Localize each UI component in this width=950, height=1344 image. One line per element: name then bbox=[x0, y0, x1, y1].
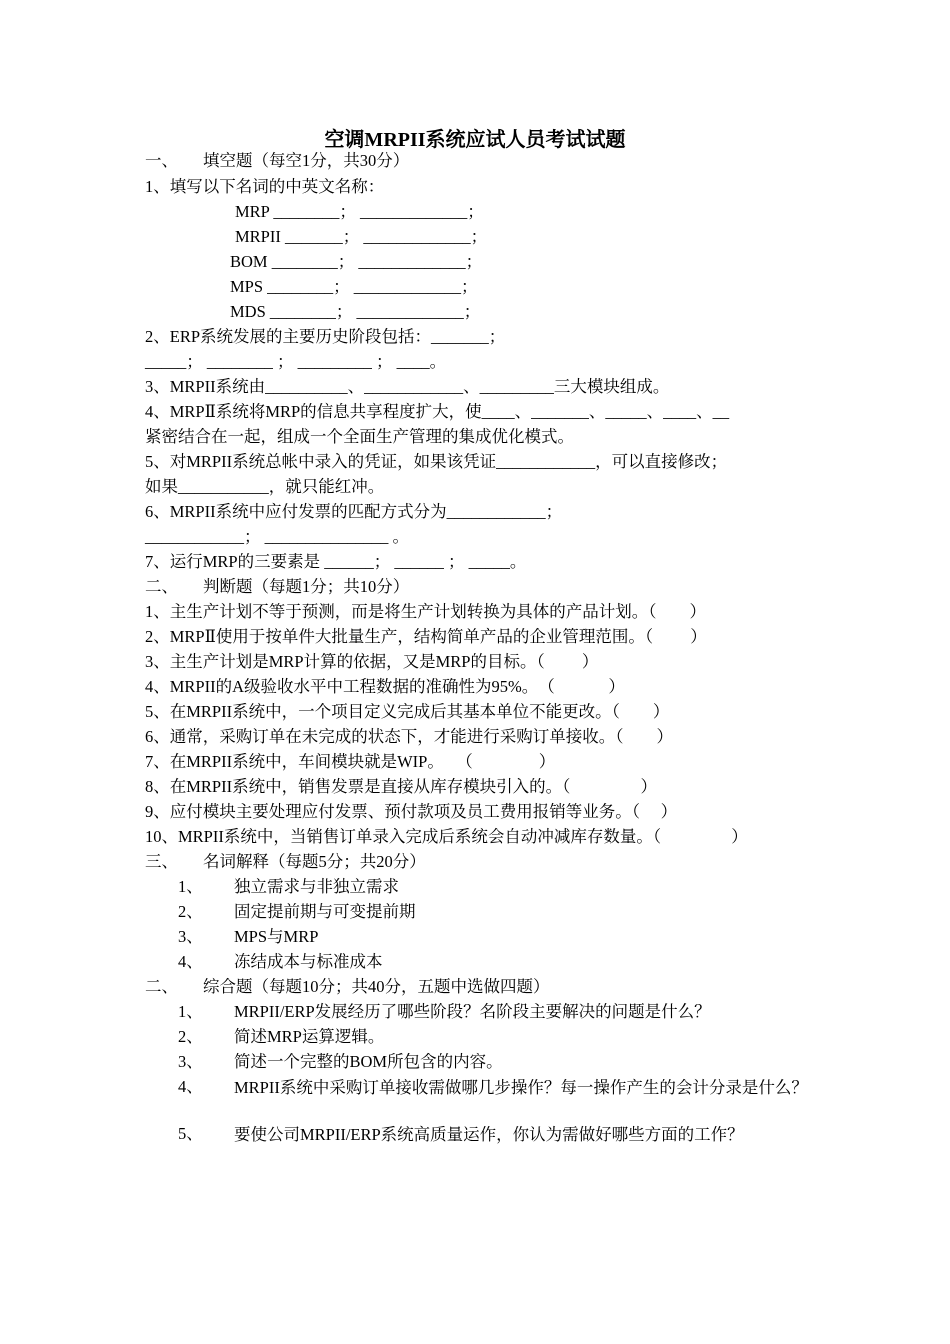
question-line: 紧密结合在一起，组成一个全面生产管理的集成优化模式。 bbox=[145, 427, 574, 446]
section-heading bbox=[145, 576, 409, 598]
list-item: 8、在MRPII系统中，销售发票是直接从库存模块引入的。（ ） bbox=[145, 777, 657, 796]
question-line: 7、运行MRP的三要素是 ______； ______ ； _____。 bbox=[145, 552, 527, 571]
list-item: 1、主生产计划不等于预测，而是将生产计划转换为具体的产品计划。（ ） bbox=[145, 602, 706, 621]
section-number: 一、 bbox=[145, 151, 178, 170]
question-line: 3、MRPII系统由__________、____________、_________三大模块组成。 bbox=[145, 377, 670, 396]
list-item: 7、在MRPII系统中，车间模块就是WIP。 （ ） bbox=[145, 752, 556, 771]
question-line: 6、MRPII系统中应付发票的匹配方式分为____________； bbox=[145, 502, 563, 521]
question-line: 1、填写以下名词的中英文名称： bbox=[145, 177, 385, 196]
term-row: BOM ________； _____________； bbox=[230, 252, 483, 271]
section-number: 二、 bbox=[145, 577, 178, 596]
list-item: 5、在MRPII系统中，一个项目定义完成后其基本单位不能更改。（ ） bbox=[145, 702, 670, 721]
list-item: 2、MRPⅡ使用于按单件大批量生产，结构简单产品的企业管理范围。（ ） bbox=[145, 627, 707, 646]
section-title: 判断题（每题1分；共10分） bbox=[203, 577, 410, 596]
list-item: 4、MRPII的A级验收水平中工程数据的准确性为95%。 （ ） bbox=[145, 677, 625, 696]
section-number: 三、 bbox=[145, 852, 178, 871]
section-heading bbox=[145, 976, 550, 998]
section-title: 综合题（每题10分；共40分，五题中选做四题） bbox=[203, 977, 550, 996]
list-item: 6、通常，采购订单在未完成的状态下，才能进行采购订单接收。（ ） bbox=[145, 727, 673, 746]
question-line: 2、ERP系统发展的主要历史阶段包括：_______； bbox=[145, 327, 506, 346]
question-line: 如果___________，就只能红冲。 bbox=[145, 477, 385, 496]
list-item: 10、MRPII系统中，当销售订单录入完成后系统会自动冲减库存数量。（ ） bbox=[145, 827, 748, 846]
list-item: 9、应付模块主要处理应付发票、预付款项及员工费用报销等业务。（ ） bbox=[145, 802, 678, 821]
page-title: 空调MRPII系统应试人员考试试题 bbox=[324, 129, 626, 151]
term-row: MDS ________； _____________； bbox=[230, 302, 481, 321]
question-line: _____； ________ ； _________ ； ____。 bbox=[145, 352, 447, 371]
exam-page: 空调MRPII系统应试人员考试试题 一、 填空题（每空1分，共30分） 1、填写以下名词的中英文名称： MRP ________； _____________； MRPII _______； _____________； BOM ________； _____________； MPS ________； _____________； MDS ________； _____________； 2、ERP系统发展的主要历史阶段包括：_______； _____； ________ ； _________ ； ____。 3、MRPII系统由__________、____________、_________三大模块组成。 4、MRPⅡ系统将MRP的信息共享程度扩大，使____、_______、_____、____、__ 紧密结合在一起，组成一个全面生产管理的集成优化模式。 5、对MRPII系统总帐中录入的凭证，如果该凭证____________，可以直接修改； 如果___________，就只能红冲。 6、MRPII系统中应付发票的匹配方式分为____________； ____________； _______________ 。 7、运行MRP的三要素是 ______； ______ ； _____。 二、 判断题（每题1分；共10分） 1、主生产计划不等于预测，而是将生产计划转换为具体的产品计划。（ ） 2、MRPⅡ使用于按单件大批量生产，结构简单产品的企业管理范围。（ ） 3、主生产计划是MRP计算的依据，又是MRP的目标。（ ） 4、MRPII的A级验收水平中工程数据的准确性为95%。 （ ） 5、在MRPII系统中，一个项目定义完成后其基本单位不能更改。（ ） 6、通常，采购订单在未完成的状态下，才能进行采购订单接收。（ ） 7、在MRPII系统中，车间模块就是WIP。 （ ） 8、在MRPII系统中，销售发票是直接从库存模块引入的。（ ） 9、应付模块主要处理应付发票、预付款项及员工费用报销等业务。（ ） 10、MRPII系统中，当销售订单录入完成后系统会自动冲减库存数量。（ ） 三、 名词解释（每题5分；共20分） 1、 独立需求与非独立需求 2、 固定提前期与可变提前期 3、 MPS与MRP 4、 冻结成本与标准成本 二、 综合题（每题10分；共40分，五题中选做四题） 1、 MRPII/ERP发展经历了哪些阶段？名阶段主要解决的问题是什么？ 2、 简述MRP运算逻辑。 3、 简述一个完整的BOM所包含的内容。 4、 MRPII系统中采购订单接收需做哪几步操作？每一操作产生的会计分录是什么？ 5、 要使公司MRPII/ERP系统高质量运作，你认为需做好哪些方面的工作？ bbox=[0, 0, 950, 1344]
list-item: 4、 MRPII系统中采购订单接收需做哪几步操作？每一操作产生的会计分录是什么？ bbox=[178, 1077, 808, 1097]
section-heading bbox=[145, 851, 426, 873]
list-item: 3、主生产计划是MRP计算的依据，又是MRP的目标。（ ） bbox=[145, 652, 599, 671]
list-item: 5、 要使公司MRPII/ERP系统高质量运作，你认为需做好哪些方面的工作？ bbox=[178, 1124, 744, 1144]
section-number: 二、 bbox=[145, 977, 178, 996]
section-heading bbox=[145, 150, 409, 172]
question-line: 4、MRPⅡ系统将MRP的信息共享程度扩大，使____、_______、_____、____、__ bbox=[145, 402, 730, 421]
section-title: 名词解释（每题5分；共20分） bbox=[203, 852, 426, 871]
section-title: 填空题（每空1分，共30分） bbox=[203, 151, 410, 170]
question-line: ____________； _______________ 。 bbox=[145, 527, 409, 546]
term-row: MPS ________； _____________； bbox=[230, 277, 478, 296]
term-row: MRPII _______； _____________； bbox=[235, 227, 488, 246]
term-row: MRP ________； _____________； bbox=[235, 202, 484, 221]
question-line: 5、对MRPII系统总帐中录入的凭证，如果该凭证____________，可以直接修改； bbox=[145, 452, 728, 471]
